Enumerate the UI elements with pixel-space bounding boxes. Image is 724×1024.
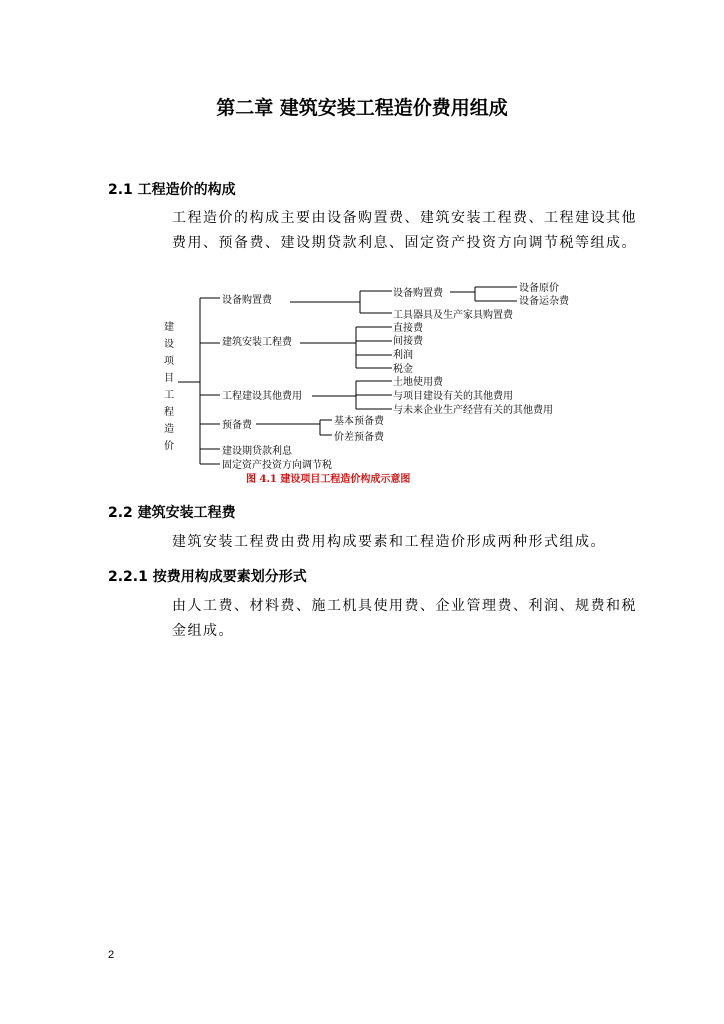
- node-project-related: 与项目建设有关的其他费用: [393, 391, 513, 402]
- node-enterprise-related: 与未来企业生产经营有关的其他费用: [393, 405, 553, 416]
- root-label: [164, 320, 175, 452]
- section-2-1-text-line-1: 工程造价的构成主要由设备购置费、建筑安装工程费、工程建设其他: [172, 210, 637, 226]
- section-2-2-1-text-line-1: 由人工费、材料费、施工机具使用费、企业管理费、利润、规费和税: [172, 598, 637, 614]
- node-direct: 直接费: [393, 323, 423, 334]
- node-land: 土地使用费: [393, 377, 443, 388]
- node-profit: 利润: [393, 350, 413, 361]
- section-2-1-text-line-2: 费用、预备费、建设期贷款利息、固定资产投资方向调节税等组成。: [172, 235, 637, 251]
- chapter-title: 第二章 建筑安装工程造价费用组成: [216, 97, 508, 119]
- root-char: 建: [164, 322, 174, 333]
- node-construction: 建筑安装工程费: [222, 337, 292, 348]
- section-2-2-1-text-line-2: 金组成。: [172, 623, 234, 639]
- node-equipment-transport: 设备运杂费: [519, 296, 569, 307]
- section-2-1-heading: 2.1 工程造价的构成: [108, 182, 236, 198]
- node-other: 工程建设其他费用: [222, 391, 302, 402]
- page-number: 2: [108, 949, 115, 961]
- root-char: 目: [164, 373, 174, 384]
- node-equipment-price: 设备原价: [519, 283, 559, 294]
- node-equipment: 设备购置费: [222, 295, 272, 306]
- section-2-2-text: 建筑安装工程费由费用构成要素和工程造价形成两种形式组成。: [172, 534, 606, 550]
- node-price-reserve: 价差预备费: [334, 432, 384, 443]
- root-char: 程: [164, 407, 174, 418]
- node-basic-reserve: 基本预备费: [334, 416, 384, 427]
- node-equipment-purchase: 设备购置费: [393, 288, 443, 299]
- root-char: 价: [164, 441, 174, 452]
- root-char: 项: [164, 356, 174, 367]
- node-indirect: 间接费: [393, 336, 423, 347]
- root-char: 设: [164, 339, 174, 350]
- node-tax: 税金: [393, 364, 413, 375]
- root-char: 工: [164, 390, 174, 401]
- figure-caption: 图 4.1 建设项目工程造价构成示意图: [246, 474, 411, 485]
- node-tools: 工具器具及生产家具购置费: [393, 310, 513, 321]
- node-investment-tax: 固定资产投资方向调节税: [222, 460, 332, 471]
- section-2-2-1-heading: 2.2.1 按费用构成要素划分形式: [108, 569, 307, 585]
- node-loan-interest: 建设期贷款利息: [222, 446, 292, 457]
- section-2-2-heading: 2.2 建筑安装工程费: [108, 505, 236, 521]
- node-reserve: 预备费: [222, 420, 252, 431]
- root-char: 造: [164, 424, 174, 435]
